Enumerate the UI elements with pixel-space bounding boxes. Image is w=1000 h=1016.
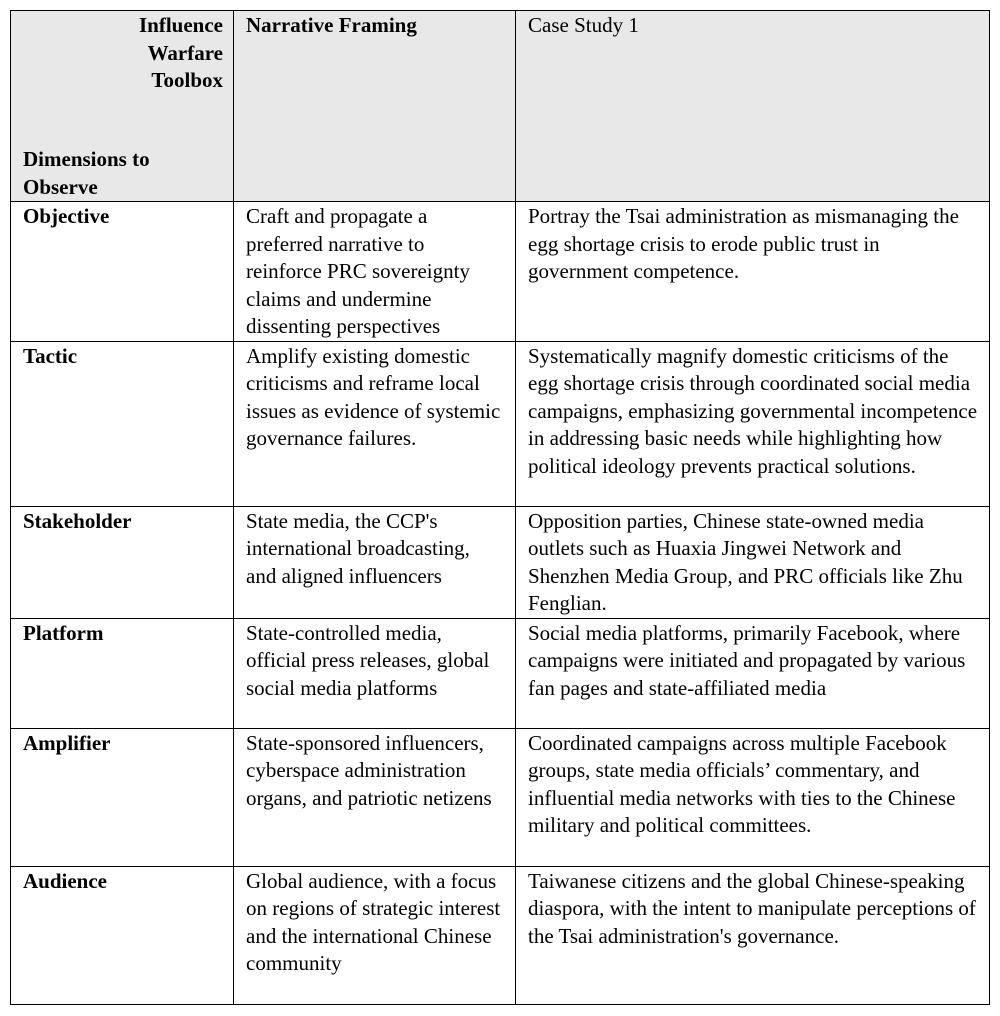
toolbox-header-label: Influence Warfare Toolbox [139, 13, 223, 92]
corner-header-cell [11, 11, 234, 202]
table-row [11, 202, 990, 342]
dimension-cell: Platform [11, 618, 234, 728]
dimension-cell: Audience [11, 866, 234, 1004]
case-cell: Social media platforms, primarily Facebook, where campaigns were initiated and propagated by various fan pages and state-affiliated media [516, 618, 990, 728]
case-cell: Taiwanese citizens and the global Chinese-speaking diaspora, with the intent to manipulate perceptions of the Tsai administration's governance. [516, 866, 990, 1004]
narrative-cell: Global audience, with a focus on regions of strategic interest and the international Chinese community [234, 866, 516, 1004]
narrative-cell: Amplify existing domestic criticisms and reframe local issues as evidence of systemic governance failures. [234, 341, 516, 506]
dimension-cell: Stakeholder [11, 506, 234, 618]
narrative-cell: State-sponsored influencers, cyberspace administration organs, and patriotic netizens [234, 728, 516, 866]
case-cell: Coordinated campaigns across multiple Facebook groups, state media officials’ commentary, and influential media networks with ties to the Chinese military and political committees. [516, 728, 990, 866]
narrative-cell: State media, the CCP's international broadcasting, and aligned influencers [234, 506, 516, 618]
table-row [11, 341, 990, 506]
influence-warfare-table [10, 10, 990, 1005]
table-row [11, 728, 990, 866]
narrative-cell: State-controlled media, official press releases, global social media platforms [234, 618, 516, 728]
narrative-framing-header: Narrative Framing [234, 11, 516, 202]
dimension-cell: Amplifier [11, 728, 234, 866]
case-cell: Opposition parties, Chinese state-owned media outlets such as Huaxia Jingwei Network and Shenzhen Media Group, and PRC officials like Zhu Fenglian. [516, 506, 990, 618]
table-header-row [11, 11, 990, 202]
table-row [11, 506, 990, 618]
table-row [11, 618, 990, 728]
case-cell: Portray the Tsai administration as mismanaging the egg shortage crisis to erode public trust in government competence. [516, 202, 990, 342]
table-row [11, 866, 990, 1004]
dimension-cell: Tactic [11, 341, 234, 506]
narrative-cell: Craft and propagate a preferred narrative to reinforce PRC sovereignty claims and undermine dissenting perspectives [234, 202, 516, 342]
dimensions-header-label: Dimensions to Observe [23, 147, 150, 199]
case-study-header: Case Study 1 [516, 11, 990, 202]
case-cell: Systematically magnify domestic criticisms of the egg shortage crisis through coordinated social media campaigns, emphasizing governmental incompetence in addressing basic needs while highlighting how political ideology prevents practical solutions. [516, 341, 990, 506]
dimension-cell: Objective [11, 202, 234, 342]
